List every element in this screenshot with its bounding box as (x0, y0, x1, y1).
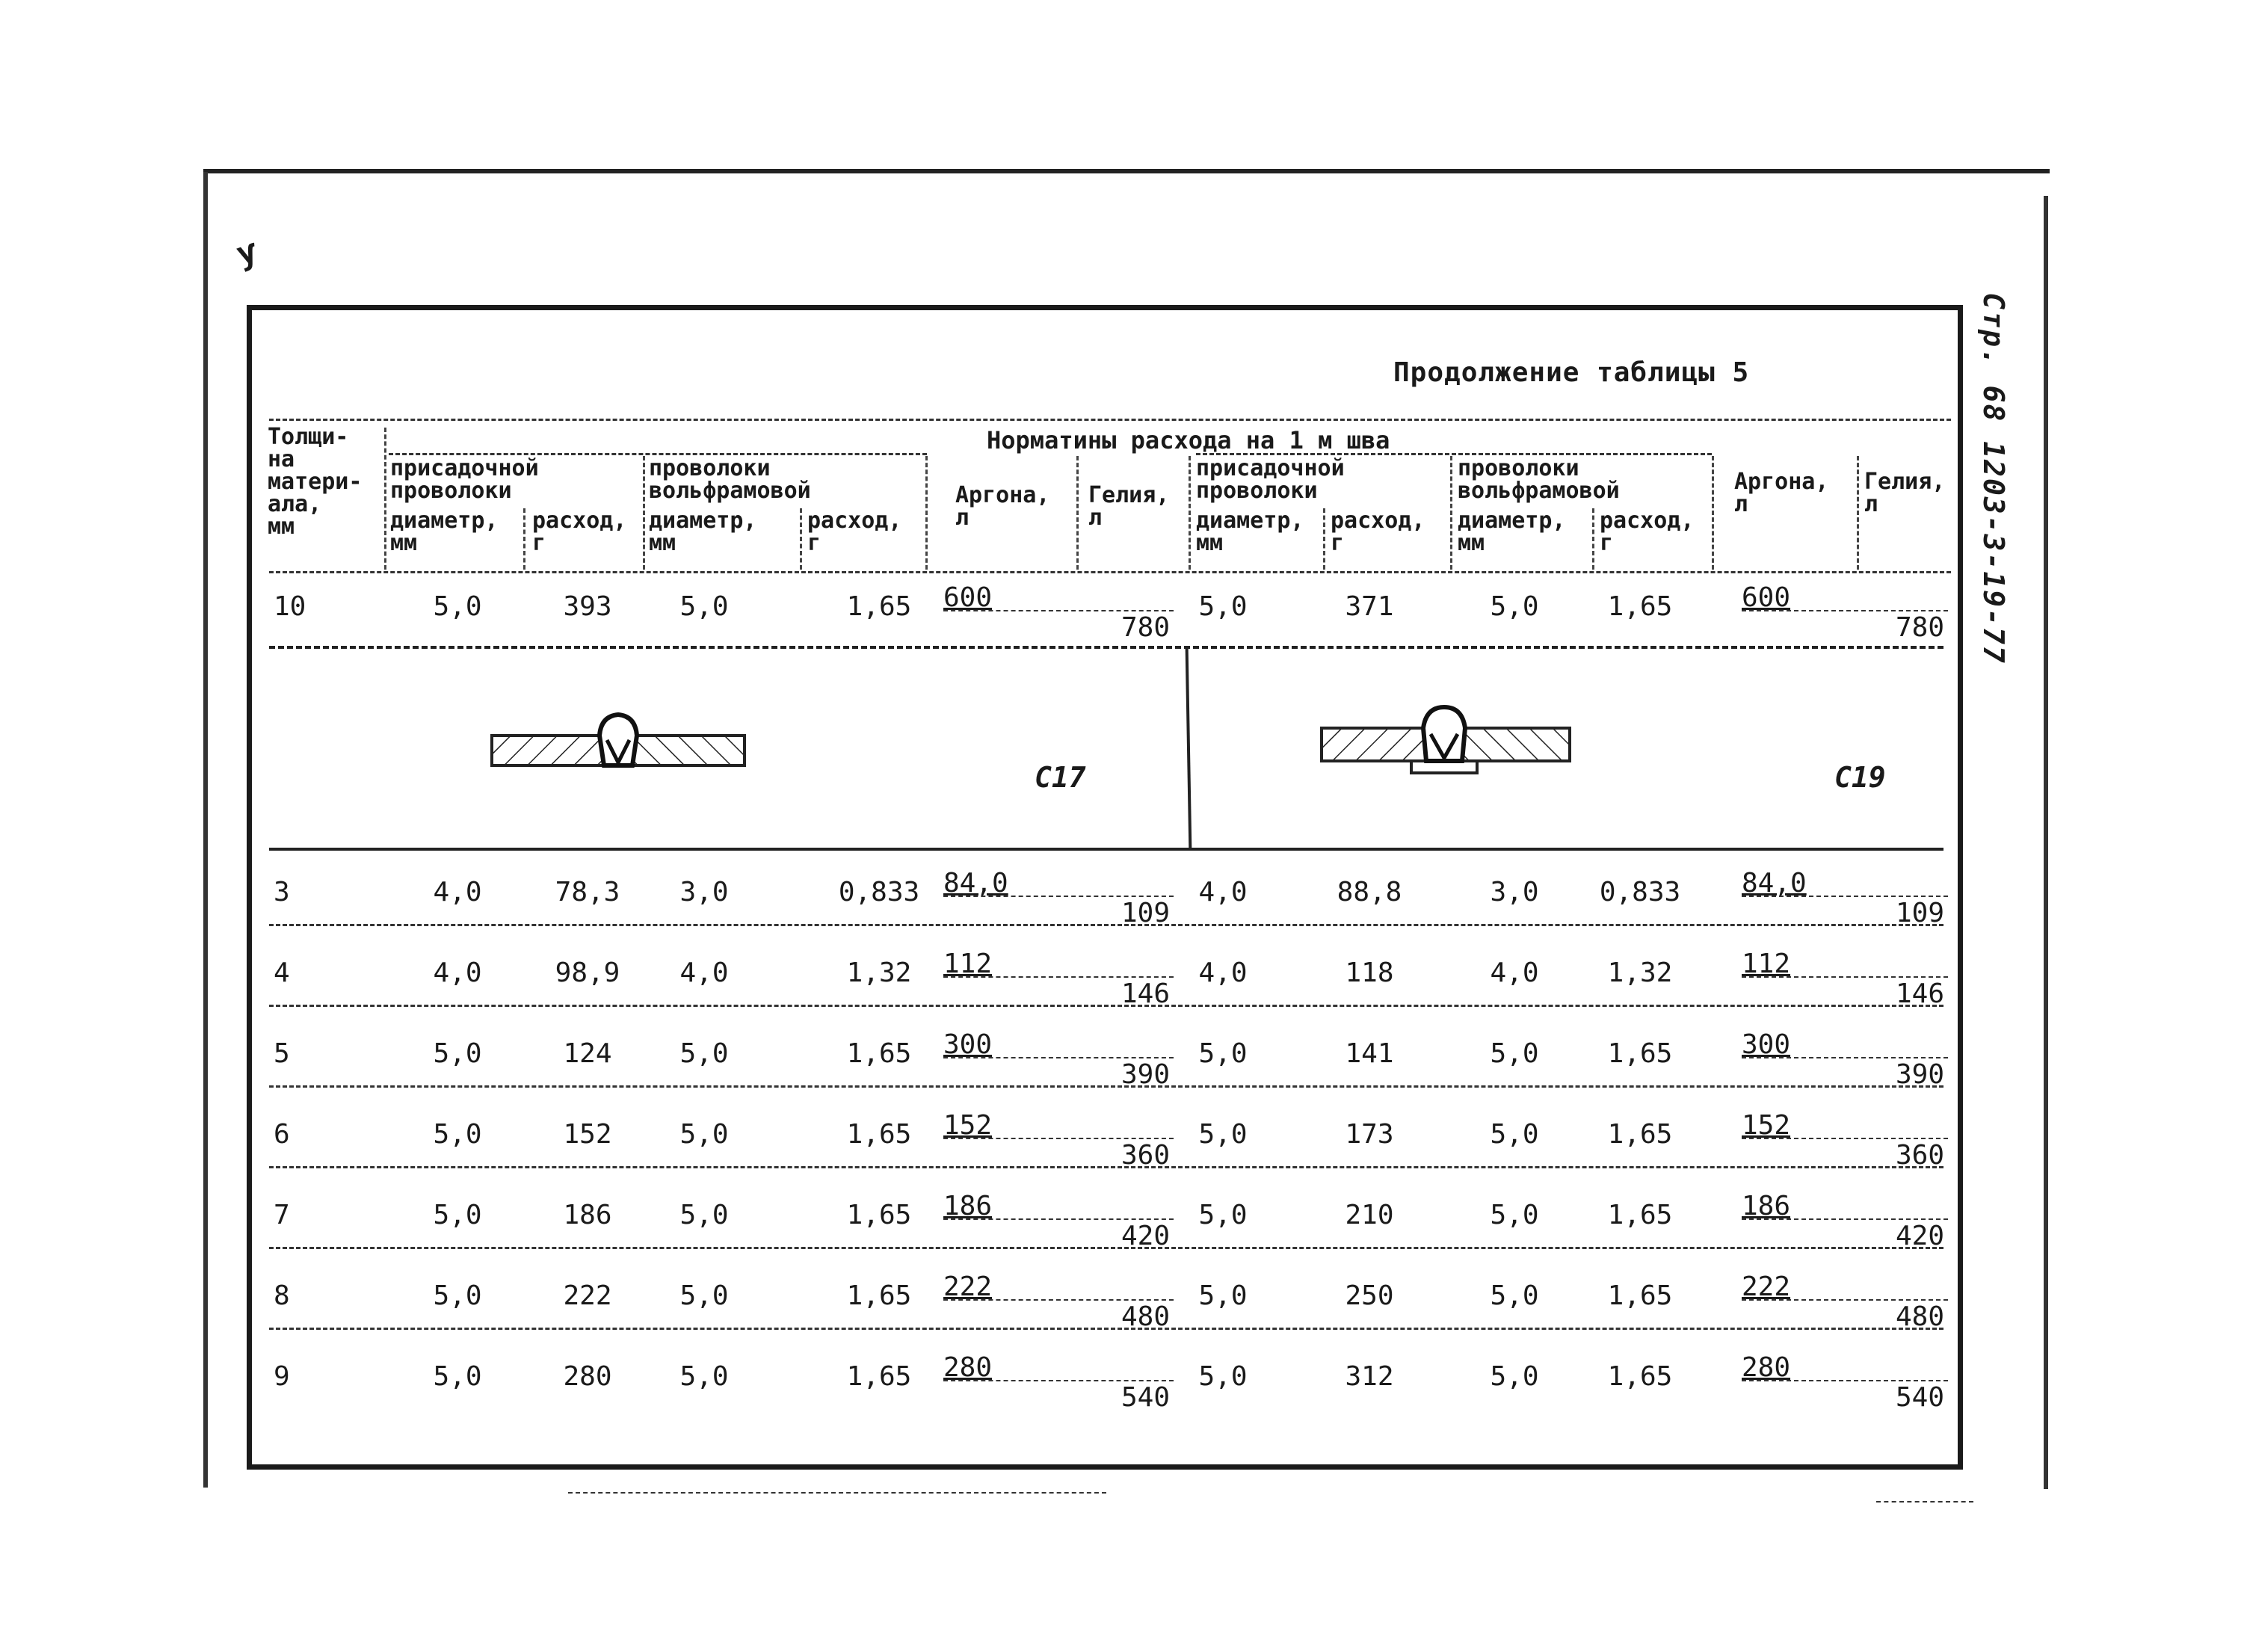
cell-tungsten-diameter-2: 5,0 (1490, 1038, 1539, 1069)
cell-filler-consumption: 78,3 (555, 877, 620, 907)
header-separator (643, 456, 645, 570)
cell-thickness: 7 (274, 1200, 290, 1230)
cell-filler-consumption-2: 141 (1345, 1038, 1394, 1069)
cell-argon-numerator: 112 (943, 949, 993, 979)
cell-tungsten-consumption: 1,65 (846, 1200, 912, 1230)
header-separator (1712, 456, 1714, 570)
header-consumption-4: расход, г (1600, 508, 1695, 556)
cell-filler-diameter-2: 5,0 (1198, 1280, 1248, 1311)
cell-filler-diameter: 5,0 (433, 1200, 482, 1230)
cell-helium-denominator: 540 (1121, 1382, 1171, 1413)
fraction-line (1742, 1218, 1948, 1220)
cell-argon-numerator: 222 (943, 1272, 993, 1302)
header-diameter-3: диаметр, мм (1196, 508, 1304, 556)
section-c17-label: С17 (1035, 761, 1086, 794)
header-diameter-1: диаметр, мм (390, 508, 499, 556)
cell-filler-diameter-2: 5,0 (1198, 591, 1248, 622)
cell-argon--2numerator: 152 (1742, 1110, 1791, 1141)
row-rule (269, 1247, 1943, 1249)
fraction-line (943, 1299, 1174, 1301)
cell-tungsten-diameter: 5,0 (679, 1038, 729, 1069)
cell-helium-2-denominator: 480 (1896, 1301, 1945, 1332)
header-consumption-2: расход, г (807, 508, 902, 556)
section-rule-top (269, 646, 1943, 649)
fraction-line (1742, 1299, 1948, 1301)
cell-thickness: 9 (274, 1361, 290, 1392)
fraction-line (943, 610, 1174, 611)
header-tungsten-wire-1: проволоки вольфрамовой (649, 455, 811, 504)
header-argon-1: Аргона, л (955, 482, 1050, 531)
side-page-label-text: Стр. 68 1203-3-19-77 (1977, 292, 2010, 665)
cell-filler-diameter: 5,0 (433, 1119, 482, 1150)
fraction-line (1742, 896, 1948, 897)
fraction-line (1742, 610, 1948, 611)
fraction-line (943, 896, 1174, 897)
cell-filler-consumption: 152 (563, 1119, 612, 1150)
outer-border-right (2044, 196, 2048, 1489)
cell-helium-2-denominator: 109 (1896, 898, 1945, 928)
cell-argon--2numerator: 280 (1742, 1352, 1791, 1383)
cell-filler-diameter: 5,0 (433, 591, 482, 622)
header-separator (1076, 456, 1079, 570)
cell-filler-diameter: 5,0 (433, 1280, 482, 1311)
header-separator (1857, 456, 1859, 570)
header-group-title: Норматины расхода на 1 м шва (987, 426, 1390, 454)
cell-filler-diameter-2: 5,0 (1198, 1119, 1248, 1150)
cell-tungsten-consumption: 1,32 (846, 958, 912, 988)
cell-thickness: 3 (274, 877, 290, 907)
cell-argon--2numerator: 300 (1742, 1029, 1791, 1060)
cell-tungsten-consumption: 1,65 (846, 1280, 912, 1311)
cell-helium-denominator: 480 (1121, 1301, 1171, 1332)
cell-filler-consumption-2: 250 (1345, 1280, 1394, 1311)
cell-helium-denominator: 390 (1121, 1059, 1171, 1090)
cell-filler-consumption-2: 173 (1345, 1119, 1394, 1150)
cell-filler-consumption: 222 (563, 1280, 612, 1311)
cell-tungsten-consumption: 1,65 (846, 591, 912, 622)
fraction-line (1742, 1138, 1948, 1139)
cell-argon--2numerator: 186 (1742, 1191, 1791, 1221)
cell-tungsten-diameter: 3,0 (679, 877, 729, 907)
header-separator (1189, 456, 1191, 570)
cell-helium-2-denominator: 420 (1896, 1221, 1945, 1251)
cell-filler-diameter-2: 5,0 (1198, 1361, 1248, 1392)
cell-tungsten-consumption-2: 1,65 (1607, 1200, 1673, 1230)
cell-thickness: 10 (274, 591, 306, 622)
cell-tungsten-diameter: 5,0 (679, 591, 729, 622)
header-consumption-1: расход, г (532, 508, 627, 556)
cell-filler-diameter-2: 4,0 (1198, 877, 1248, 907)
cell-filler-consumption-2: 371 (1345, 591, 1394, 622)
cell-argon-numerator: 300 (943, 1029, 993, 1060)
cell-tungsten-consumption-2: 1,65 (1607, 1119, 1673, 1150)
cell-thickness: 4 (274, 958, 290, 988)
cell-helium-denominator: 109 (1121, 898, 1171, 928)
side-page-label (1967, 292, 2020, 665)
cell-tungsten-diameter-2: 5,0 (1490, 1361, 1539, 1392)
cell-argon--2numerator: 600 (1742, 582, 1791, 613)
header-argon-2: Аргона, л (1734, 469, 1829, 517)
header-separator (925, 456, 928, 570)
header-separator (1323, 508, 1325, 570)
cell-argon-numerator: 152 (943, 1110, 993, 1141)
cell-helium-2-denominator: 360 (1896, 1140, 1945, 1171)
cell-filler-consumption-2: 88,8 (1337, 877, 1402, 907)
fraction-line (1742, 1057, 1948, 1058)
cell-argon-numerator: 84,0 (943, 868, 1008, 899)
header-top-rule (269, 419, 1951, 421)
cell-tungsten-diameter: 5,0 (679, 1200, 729, 1230)
cell-tungsten-diameter-2: 5,0 (1490, 1119, 1539, 1150)
cell-tungsten-diameter-2: 5,0 (1490, 591, 1539, 622)
row-rule (269, 924, 1943, 926)
header-thickness: Толщи- на матери- ала, мм (268, 424, 363, 540)
cell-tungsten-diameter-2: 4,0 (1490, 958, 1539, 988)
fraction-line (943, 1218, 1174, 1220)
cell-tungsten-consumption-2: 1,65 (1607, 591, 1673, 622)
row-rule (269, 1005, 1943, 1007)
section-c19-label: С19 (1834, 761, 1886, 794)
cell-filler-consumption: 124 (563, 1038, 612, 1069)
cell-tungsten-diameter: 5,0 (679, 1361, 729, 1392)
header-tungsten-wire-2: проволоки вольфрамовой (1458, 455, 1620, 504)
cell-tungsten-consumption-2: 1,65 (1607, 1038, 1673, 1069)
cell-argon-numerator: 280 (943, 1352, 993, 1383)
cell-filler-diameter: 5,0 (433, 1361, 482, 1392)
cell-tungsten-consumption-2: 1,32 (1607, 958, 1673, 988)
cell-helium-denominator: 146 (1121, 978, 1171, 1009)
cell-helium-2-denominator: 780 (1896, 612, 1945, 643)
cell-helium-denominator: 420 (1121, 1221, 1171, 1251)
cell-filler-diameter-2: 5,0 (1198, 1038, 1248, 1069)
cell-thickness: 8 (274, 1280, 290, 1311)
cell-tungsten-diameter: 5,0 (679, 1280, 729, 1311)
table-caption: Продолжение таблицы 5 (1393, 357, 1750, 388)
header-helium-1: Гелия, л (1088, 482, 1170, 531)
cell-tungsten-diameter-2: 5,0 (1490, 1200, 1539, 1230)
cell-filler-consumption-2: 312 (1345, 1361, 1394, 1392)
cell-tungsten-consumption-2: 1,65 (1607, 1361, 1673, 1392)
header-bottom-rule (269, 571, 1951, 573)
cell-argon--2numerator: 222 (1742, 1272, 1791, 1302)
cell-tungsten-consumption: 1,65 (846, 1038, 912, 1069)
cell-filler-consumption: 186 (563, 1200, 612, 1230)
cell-argon--2numerator: 84,0 (1742, 868, 1807, 899)
cell-argon-numerator: 186 (943, 1191, 993, 1221)
cell-argon-numerator: 600 (943, 582, 993, 613)
cell-tungsten-consumption-2: 1,65 (1607, 1280, 1673, 1311)
header-diameter-4: диаметр, мм (1458, 508, 1566, 556)
cell-filler-diameter-2: 5,0 (1198, 1200, 1248, 1230)
footer-rule (568, 1492, 1106, 1494)
cell-helium-denominator: 360 (1121, 1140, 1171, 1171)
weld-joint-c19-icon (1319, 704, 1573, 776)
header-filler-wire-2: присадочной проволоки (1196, 455, 1345, 504)
cell-filler-diameter: 4,0 (433, 877, 482, 907)
cell-filler-consumption-2: 210 (1345, 1200, 1394, 1230)
corner-mark: ƴ (232, 231, 264, 274)
cell-tungsten-diameter-2: 5,0 (1490, 1280, 1539, 1311)
fraction-line (943, 1380, 1174, 1381)
cell-tungsten-diameter: 4,0 (679, 958, 729, 988)
cell-helium-2-denominator: 540 (1896, 1382, 1945, 1413)
cell-filler-consumption: 393 (563, 591, 612, 622)
cell-tungsten-diameter-2: 3,0 (1490, 877, 1539, 907)
header-separator (800, 508, 802, 570)
cell-thickness: 6 (274, 1119, 290, 1150)
cell-thickness: 5 (274, 1038, 290, 1069)
fraction-line (1742, 976, 1948, 978)
row-rule (269, 1085, 1943, 1088)
header-diameter-2: диаметр, мм (649, 508, 757, 556)
cell-filler-diameter: 5,0 (433, 1038, 482, 1069)
header-separator (523, 508, 525, 570)
cell-filler-consumption-2: 118 (1345, 958, 1394, 988)
cell-filler-diameter-2: 4,0 (1198, 958, 1248, 988)
cell-helium-denominator: 780 (1121, 612, 1171, 643)
cell-filler-diameter: 4,0 (433, 958, 482, 988)
fraction-line (1742, 1380, 1948, 1381)
header-filler-wire-1: присадочной проволоки (390, 455, 539, 504)
outer-border-top (203, 169, 2050, 173)
footer-rule (1876, 1501, 1973, 1502)
header-consumption-3: расход, г (1331, 508, 1425, 556)
cell-helium-2-denominator: 390 (1896, 1059, 1945, 1090)
weld-joint-c17-icon (489, 710, 750, 770)
fraction-line (943, 1138, 1174, 1139)
fraction-line (943, 1057, 1174, 1058)
cell-tungsten-diameter: 5,0 (679, 1119, 729, 1150)
outer-border-left (203, 172, 208, 1488)
cell-tungsten-consumption: 0,833 (838, 877, 920, 907)
header-separator (384, 428, 386, 570)
cell-tungsten-consumption-2: 0,833 (1599, 877, 1681, 907)
section-rule-bottom (269, 848, 1943, 851)
header-separator (1450, 456, 1452, 570)
header-separator (1592, 508, 1594, 570)
cell-tungsten-consumption: 1,65 (846, 1361, 912, 1392)
fraction-line (943, 976, 1174, 978)
header-helium-2: Гелия, л (1864, 469, 1946, 517)
cell-helium-2-denominator: 146 (1896, 978, 1945, 1009)
cell-tungsten-consumption: 1,65 (846, 1119, 912, 1150)
row-rule (269, 1328, 1943, 1330)
cell-filler-consumption: 280 (563, 1361, 612, 1392)
cell-filler-consumption: 98,9 (555, 958, 620, 988)
cell-argon--2numerator: 112 (1742, 949, 1791, 979)
row-rule (269, 1166, 1943, 1168)
